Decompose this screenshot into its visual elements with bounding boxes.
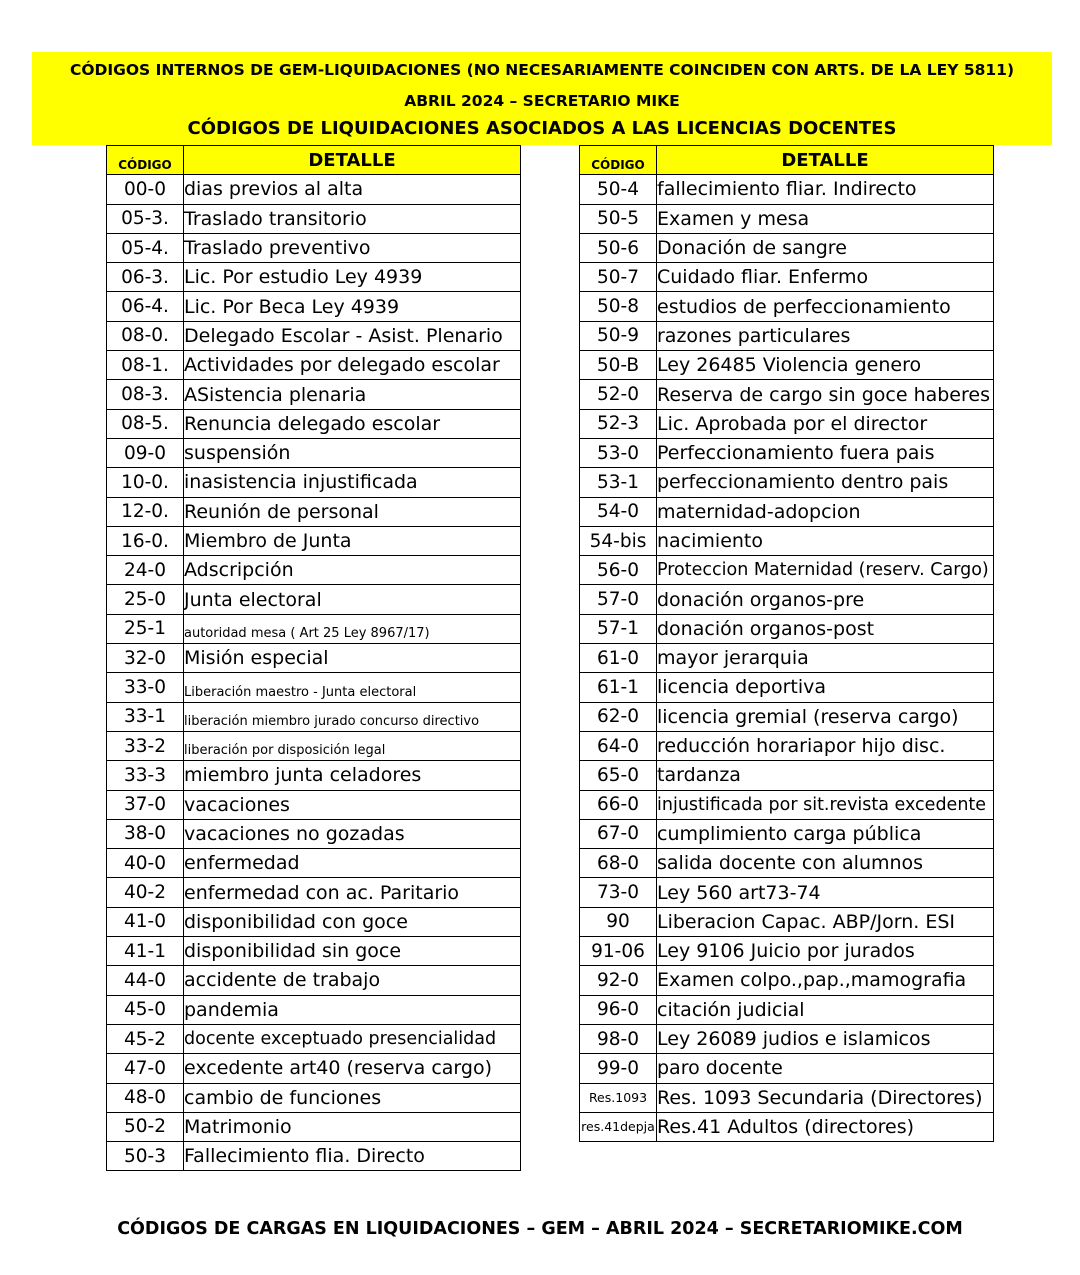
code-cell: 50-8 <box>580 292 657 321</box>
code-cell: 08-0. <box>107 321 184 350</box>
table-header-row <box>107 146 521 175</box>
code-cell: 91-06 <box>580 937 657 966</box>
detail-cell: pandemia <box>184 995 521 1024</box>
table-row <box>107 937 521 966</box>
code-cell: 50-4 <box>580 175 657 204</box>
table-row <box>107 907 521 936</box>
code-cell: 00-0 <box>107 175 184 204</box>
detail-cell: salida docente con alumnos <box>657 849 994 878</box>
table-row <box>580 263 994 292</box>
table-row <box>580 351 994 380</box>
codes-table-left <box>106 145 521 1171</box>
code-cell: 50-B <box>580 351 657 380</box>
detail-cell: razones particulares <box>657 321 994 350</box>
detail-cell: disponibilidad con goce <box>184 907 521 936</box>
code-cell: 06-3. <box>107 263 184 292</box>
table-row <box>107 702 521 731</box>
code-cell: 33-0 <box>107 673 184 702</box>
table-row <box>107 292 521 321</box>
detail-cell: Delegado Escolar - Asist. Plenario <box>184 321 521 350</box>
code-cell: 16-0. <box>107 526 184 555</box>
code-cell: 09-0 <box>107 438 184 467</box>
detail-cell: estudios de perfeccionamiento <box>657 292 994 321</box>
table-row <box>580 907 994 936</box>
code-cell: 38-0 <box>107 819 184 848</box>
code-cell: 52-3 <box>580 409 657 438</box>
table-header-row <box>580 146 994 175</box>
detail-cell: Lic. Aprobada por el director <box>657 409 994 438</box>
table-row <box>580 233 994 262</box>
code-cell: 67-0 <box>580 819 657 848</box>
detail-cell: Matrimonio <box>184 1112 521 1141</box>
detail-cell: cumplimiento carga pública <box>657 819 994 848</box>
table-row <box>580 790 994 819</box>
table-row <box>107 878 521 907</box>
detail-cell: licencia deportiva <box>657 673 994 702</box>
table-row <box>107 1083 521 1112</box>
code-cell: 61-1 <box>580 673 657 702</box>
code-cell: 57-1 <box>580 614 657 643</box>
detail-cell: Liberacion Capac. ABP/Jorn. ESI <box>657 907 994 936</box>
detail-cell: accidente de trabajo <box>184 966 521 995</box>
code-cell: 61-0 <box>580 644 657 673</box>
code-cell: 50-3 <box>107 1142 184 1171</box>
codes-table-right <box>579 145 994 1142</box>
code-cell: 92-0 <box>580 966 657 995</box>
table-row <box>580 849 994 878</box>
detail-cell: liberación por disposición legal <box>184 731 521 760</box>
detail-cell: donación organos-pre <box>657 585 994 614</box>
detail-cell: Examen colpo.,pap.,mamografia <box>657 966 994 995</box>
detail-cell: suspensión <box>184 438 521 467</box>
table-row <box>107 644 521 673</box>
detail-cell: excedente art40 (reserva cargo) <box>184 1054 521 1083</box>
table-row <box>580 556 994 585</box>
detail-cell: disponibilidad sin goce <box>184 937 521 966</box>
code-cell: 33-3 <box>107 761 184 790</box>
table-row <box>580 438 994 467</box>
detail-cell: Proteccion Maternidad (reserv. Cargo) <box>657 556 994 585</box>
detail-cell: fallecimiento fliar. Indirecto <box>657 175 994 204</box>
table-row <box>580 614 994 643</box>
detail-cell: cambio de funciones <box>184 1083 521 1112</box>
code-cell: 45-0 <box>107 995 184 1024</box>
code-cell: 50-2 <box>107 1112 184 1141</box>
title-line-2: ABRIL 2024 – SECRETARIO MIKE <box>404 92 680 110</box>
detail-cell: Cuidado fliar. Enfermo <box>657 263 994 292</box>
table-row <box>580 526 994 555</box>
table-row <box>580 1054 994 1083</box>
code-cell: 65-0 <box>580 761 657 790</box>
table-row <box>107 175 521 204</box>
detail-cell: Lic. Por Beca Ley 4939 <box>184 292 521 321</box>
code-cell: 54-bis <box>580 526 657 555</box>
title-line-3: CÓDIGOS DE LIQUIDACIONES ASOCIADOS A LAS LICENCIAS DOCENTES <box>187 118 897 139</box>
code-cell: 99-0 <box>580 1054 657 1083</box>
detail-cell: Ley 560 art73-74 <box>657 878 994 907</box>
title-line-1: CÓDIGOS INTERNOS DE GEM-LIQUIDACIONES (NO NECESARIAMENTE COINCIDEN CON ARTS. DE LA LEY 5811) <box>69 61 1015 79</box>
detail-cell: Adscripción <box>184 556 521 585</box>
table-row <box>107 849 521 878</box>
detail-column-header: DETALLE <box>184 146 521 175</box>
detail-cell: Ley 9106 Juicio por jurados <box>657 937 994 966</box>
table-row <box>107 731 521 760</box>
table-row <box>107 1024 521 1053</box>
detail-cell: maternidad-adopcion <box>657 497 994 526</box>
table-row <box>580 1024 994 1053</box>
code-cell: 05-3. <box>107 204 184 233</box>
detail-cell: Donación de sangre <box>657 233 994 262</box>
table-row <box>580 292 994 321</box>
detail-cell: citación judicial <box>657 995 994 1024</box>
detail-cell: Misión especial <box>184 644 521 673</box>
detail-cell: tardanza <box>657 761 994 790</box>
code-cell: 32-0 <box>107 644 184 673</box>
table-row <box>107 497 521 526</box>
code-cell: 57-0 <box>580 585 657 614</box>
detail-cell: Renuncia delegado escolar <box>184 409 521 438</box>
table-row <box>107 409 521 438</box>
detail-cell: inasistencia injustificada <box>184 468 521 497</box>
table-row <box>107 790 521 819</box>
code-cell: 66-0 <box>580 790 657 819</box>
table-row <box>580 204 994 233</box>
table-row <box>107 819 521 848</box>
code-cell: 48-0 <box>107 1083 184 1112</box>
code-cell: 52-0 <box>580 380 657 409</box>
detail-cell: Reunión de personal <box>184 497 521 526</box>
code-cell: 10-0. <box>107 468 184 497</box>
title-banner <box>32 52 1052 145</box>
detail-cell: Res. 1093 Secundaria (Directores) <box>657 1083 994 1112</box>
code-cell: 96-0 <box>580 995 657 1024</box>
table-row <box>107 526 521 555</box>
table-row <box>580 468 994 497</box>
detail-cell: Actividades por delegado escolar <box>184 351 521 380</box>
code-cell: 33-2 <box>107 731 184 760</box>
table-row <box>107 351 521 380</box>
detail-cell: Lic. Por estudio Ley 4939 <box>184 263 521 292</box>
table-row <box>580 966 994 995</box>
table-row <box>580 409 994 438</box>
table-row <box>580 995 994 1024</box>
detail-cell: donación organos-post <box>657 614 994 643</box>
detail-cell: Ley 26089 judios e islamicos <box>657 1024 994 1053</box>
code-cell: Res.1093 <box>580 1083 657 1112</box>
code-cell: 25-0 <box>107 585 184 614</box>
table-row <box>580 175 994 204</box>
table-row <box>580 1083 994 1112</box>
table-row <box>580 497 994 526</box>
table-row <box>107 380 521 409</box>
detail-cell: Ley 26485 Violencia genero <box>657 351 994 380</box>
footer-caption: CÓDIGOS DE CARGAS EN LIQUIDACIONES – GEM – ABRIL 2024 – SECRETARIOMIKE.COM <box>117 1219 963 1239</box>
code-column-header: CÓDIGO <box>580 146 657 175</box>
table-row <box>107 468 521 497</box>
table-row <box>580 644 994 673</box>
table-row <box>107 1112 521 1141</box>
detail-cell: miembro junta celadores <box>184 761 521 790</box>
table-row <box>580 585 994 614</box>
detail-cell: perfeccionamiento dentro pais <box>657 468 994 497</box>
table-row <box>107 438 521 467</box>
code-cell: 68-0 <box>580 849 657 878</box>
table-row <box>107 556 521 585</box>
table-row <box>580 702 994 731</box>
table-row <box>107 966 521 995</box>
detail-cell: enfermedad <box>184 849 521 878</box>
detail-cell: injustificada por sit.revista excedente <box>657 790 994 819</box>
table-row <box>107 614 521 643</box>
table-row <box>107 761 521 790</box>
table-row <box>580 731 994 760</box>
detail-cell: docente exceptuado presencialidad <box>184 1024 521 1053</box>
table-row <box>107 1054 521 1083</box>
table-row <box>580 937 994 966</box>
code-cell: 41-0 <box>107 907 184 936</box>
detail-cell: vacaciones <box>184 790 521 819</box>
code-cell: 50-9 <box>580 321 657 350</box>
table-row <box>107 263 521 292</box>
detail-cell: liberación miembro jurado concurso directivo <box>184 702 521 731</box>
code-cell: 73-0 <box>580 878 657 907</box>
code-cell: 56-0 <box>580 556 657 585</box>
detail-cell: enfermedad con ac. Paritario <box>184 878 521 907</box>
detail-cell: dias previos al alta <box>184 175 521 204</box>
table-row <box>107 204 521 233</box>
table-row <box>580 321 994 350</box>
code-cell: 62-0 <box>580 702 657 731</box>
detail-cell: Perfeccionamiento fuera pais <box>657 438 994 467</box>
table-row <box>580 380 994 409</box>
detail-cell: Traslado transitorio <box>184 204 521 233</box>
code-cell: 44-0 <box>107 966 184 995</box>
code-cell: res.41depja <box>580 1112 657 1141</box>
table-row <box>107 321 521 350</box>
detail-cell: Liberación maestro - Junta electoral <box>184 673 521 702</box>
table-row <box>107 995 521 1024</box>
code-cell: 90 <box>580 907 657 936</box>
code-cell: 40-0 <box>107 849 184 878</box>
code-cell: 45-2 <box>107 1024 184 1053</box>
detail-cell: Reserva de cargo sin goce haberes <box>657 380 994 409</box>
detail-cell: Res.41 Adultos (directores) <box>657 1112 994 1141</box>
detail-cell: mayor jerarquia <box>657 644 994 673</box>
code-cell: 40-2 <box>107 878 184 907</box>
detail-cell: Junta electoral <box>184 585 521 614</box>
code-cell: 53-1 <box>580 468 657 497</box>
code-cell: 47-0 <box>107 1054 184 1083</box>
detail-column-header: DETALLE <box>657 146 994 175</box>
table-row <box>580 1112 994 1141</box>
detail-cell: autoridad mesa ( Art 25 Ley 8967/17) <box>184 614 521 643</box>
detail-cell: Miembro de Junta <box>184 526 521 555</box>
code-cell: 50-7 <box>580 263 657 292</box>
table-row <box>107 1142 521 1171</box>
code-cell: 37-0 <box>107 790 184 819</box>
code-cell: 54-0 <box>580 497 657 526</box>
code-cell: 53-0 <box>580 438 657 467</box>
table-row <box>580 819 994 848</box>
code-cell: 50-6 <box>580 233 657 262</box>
detail-cell: ASistencia plenaria <box>184 380 521 409</box>
detail-cell: Examen y mesa <box>657 204 994 233</box>
code-cell: 64-0 <box>580 731 657 760</box>
code-cell: 08-3. <box>107 380 184 409</box>
code-cell: 06-4. <box>107 292 184 321</box>
code-cell: 50-5 <box>580 204 657 233</box>
code-cell: 33-1 <box>107 702 184 731</box>
table-row <box>107 233 521 262</box>
code-cell: 24-0 <box>107 556 184 585</box>
detail-cell: paro docente <box>657 1054 994 1083</box>
detail-cell: Traslado preventivo <box>184 233 521 262</box>
table-row <box>580 761 994 790</box>
table-row <box>580 673 994 702</box>
detail-cell: Fallecimiento flia. Directo <box>184 1142 521 1171</box>
table-row <box>107 585 521 614</box>
detail-cell: nacimiento <box>657 526 994 555</box>
code-column-header: CÓDIGO <box>107 146 184 175</box>
detail-cell: licencia gremial (reserva cargo) <box>657 702 994 731</box>
code-cell: 12-0. <box>107 497 184 526</box>
code-cell: 25-1 <box>107 614 184 643</box>
detail-cell: vacaciones no gozadas <box>184 819 521 848</box>
table-row <box>580 878 994 907</box>
code-cell: 05-4. <box>107 233 184 262</box>
table-row <box>107 673 521 702</box>
code-cell: 08-5. <box>107 409 184 438</box>
code-cell: 08-1. <box>107 351 184 380</box>
code-cell: 98-0 <box>580 1024 657 1053</box>
code-cell: 41-1 <box>107 937 184 966</box>
detail-cell: reducción horariapor hijo disc. <box>657 731 994 760</box>
